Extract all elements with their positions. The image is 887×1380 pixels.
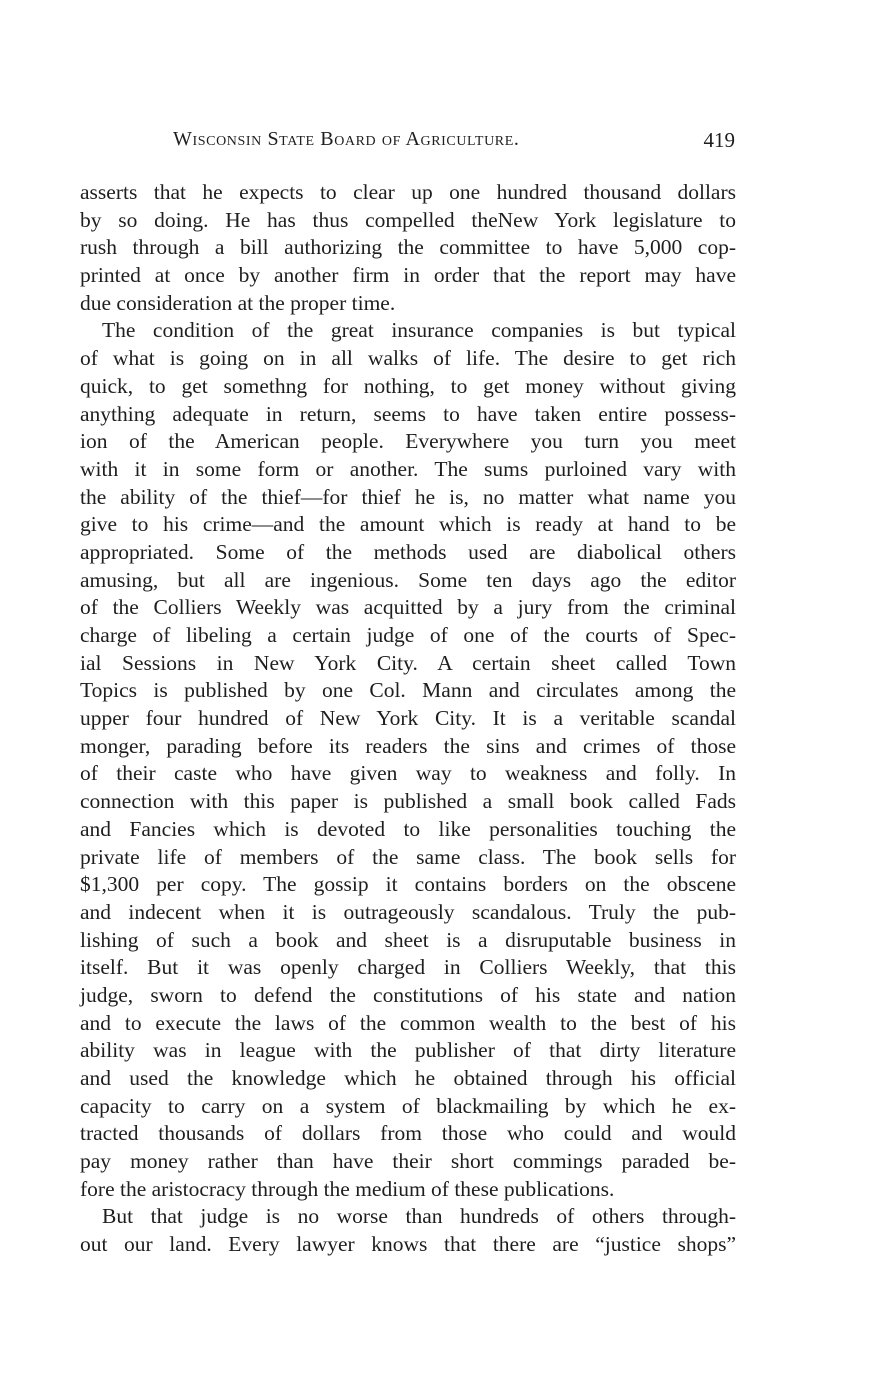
text-line: ion of the American people. Everywhere you turn you meet bbox=[80, 429, 736, 454]
text-line: and used the knowledge which he obtained through his official bbox=[80, 1066, 736, 1090]
text-line: amusing, but all are ingenious. Some ten days ago the editor bbox=[80, 567, 736, 592]
text-line: out our land. Every lawyer knows that there are “justice shops” bbox=[80, 1232, 736, 1257]
text-line: Topics is published by one Col. Mann and circulates among the bbox=[80, 678, 736, 703]
text-line: upper four hundred of New York City. It is a veritable scandal bbox=[80, 706, 736, 731]
text-line: charge of libeling a certain judge of one of the courts of Spec- bbox=[80, 623, 736, 647]
text-line: capacity to carry on a system of blackmailing by which he ex- bbox=[80, 1093, 736, 1118]
text-line: fore the aristocracy through the medium of these publications. bbox=[80, 1176, 615, 1201]
text-line: and indecent when it is outrageously scandalous. Truly the pub- bbox=[80, 899, 736, 924]
text-line: printed at once by another firm in order that the report may have bbox=[80, 263, 736, 288]
text-line: and Fancies which is devoted to like personalities touching the bbox=[80, 816, 736, 841]
text-line: anything adequate in return, seems to have taken entire possess- bbox=[80, 401, 736, 426]
text-line: pay money rather than have their short commings paraded be- bbox=[80, 1149, 736, 1174]
text-line: of what is going on in all walks of life. The desire to get rich bbox=[80, 346, 736, 371]
text-line: But that judge is no worse than hundreds of others through- bbox=[102, 1204, 736, 1229]
text-line: $1,300 per copy. The gossip it contains borders on the obscene bbox=[80, 872, 736, 897]
text-line: ial Sessions in New York City. A certain sheet called Town bbox=[80, 650, 736, 675]
text-line: ability was in league with the publisher of that dirty literature bbox=[80, 1038, 736, 1063]
text-line: of the Colliers Weekly was acquitted by a jury from the criminal bbox=[80, 595, 736, 620]
text-line: due consideration at the proper time. bbox=[80, 290, 396, 315]
text-line: quick, to get somethng for nothing, to get money without giving bbox=[80, 373, 736, 398]
text-line: rush through a bill authorizing the committee to have 5,000 cop- bbox=[80, 235, 736, 260]
text-line: by so doing. He has thus compelled theNew York legislature to bbox=[80, 207, 736, 232]
running-head bbox=[173, 128, 735, 158]
running-title: Wisconsin State Board of Agriculture. bbox=[173, 128, 520, 150]
text-line: tracted thousands of dollars from those who could and would bbox=[80, 1121, 736, 1146]
text-line: itself. But it was openly charged in Colliers Weekly, that this bbox=[80, 955, 736, 980]
text-line: and to execute the laws of the common wealth to the best of his bbox=[80, 1010, 736, 1035]
text-line: the ability of the thief—for thief he is, no matter what name you bbox=[80, 484, 736, 509]
text-line: of their caste who have given way to weakness and folly. In bbox=[80, 761, 736, 786]
page-number: 419 bbox=[703, 128, 735, 152]
text-line: judge, sworn to defend the constitutions of his state and nation bbox=[80, 982, 736, 1007]
text-line: with it in some form or another. The sums purloined vary with bbox=[80, 456, 736, 481]
text-line: connection with this paper is published a small book called Fads bbox=[80, 789, 736, 814]
text-line: monger, parading before its readers the sins and crimes of those bbox=[80, 733, 736, 758]
text-line: private life of members of the same class. The book sells for bbox=[80, 844, 736, 869]
text-line: appropriated. Some of the methods used are diabolical others bbox=[80, 539, 736, 564]
text-line: lishing of such a book and sheet is a disruputable business in bbox=[80, 927, 736, 952]
text-line: The condition of the great insurance companies is but typical bbox=[102, 318, 736, 343]
body-text bbox=[80, 179, 736, 1259]
text-line: give to his crime—and the amount which is ready at hand to be bbox=[80, 512, 736, 537]
text-line: asserts that he expects to clear up one hundred thousand dollars bbox=[80, 180, 736, 204]
